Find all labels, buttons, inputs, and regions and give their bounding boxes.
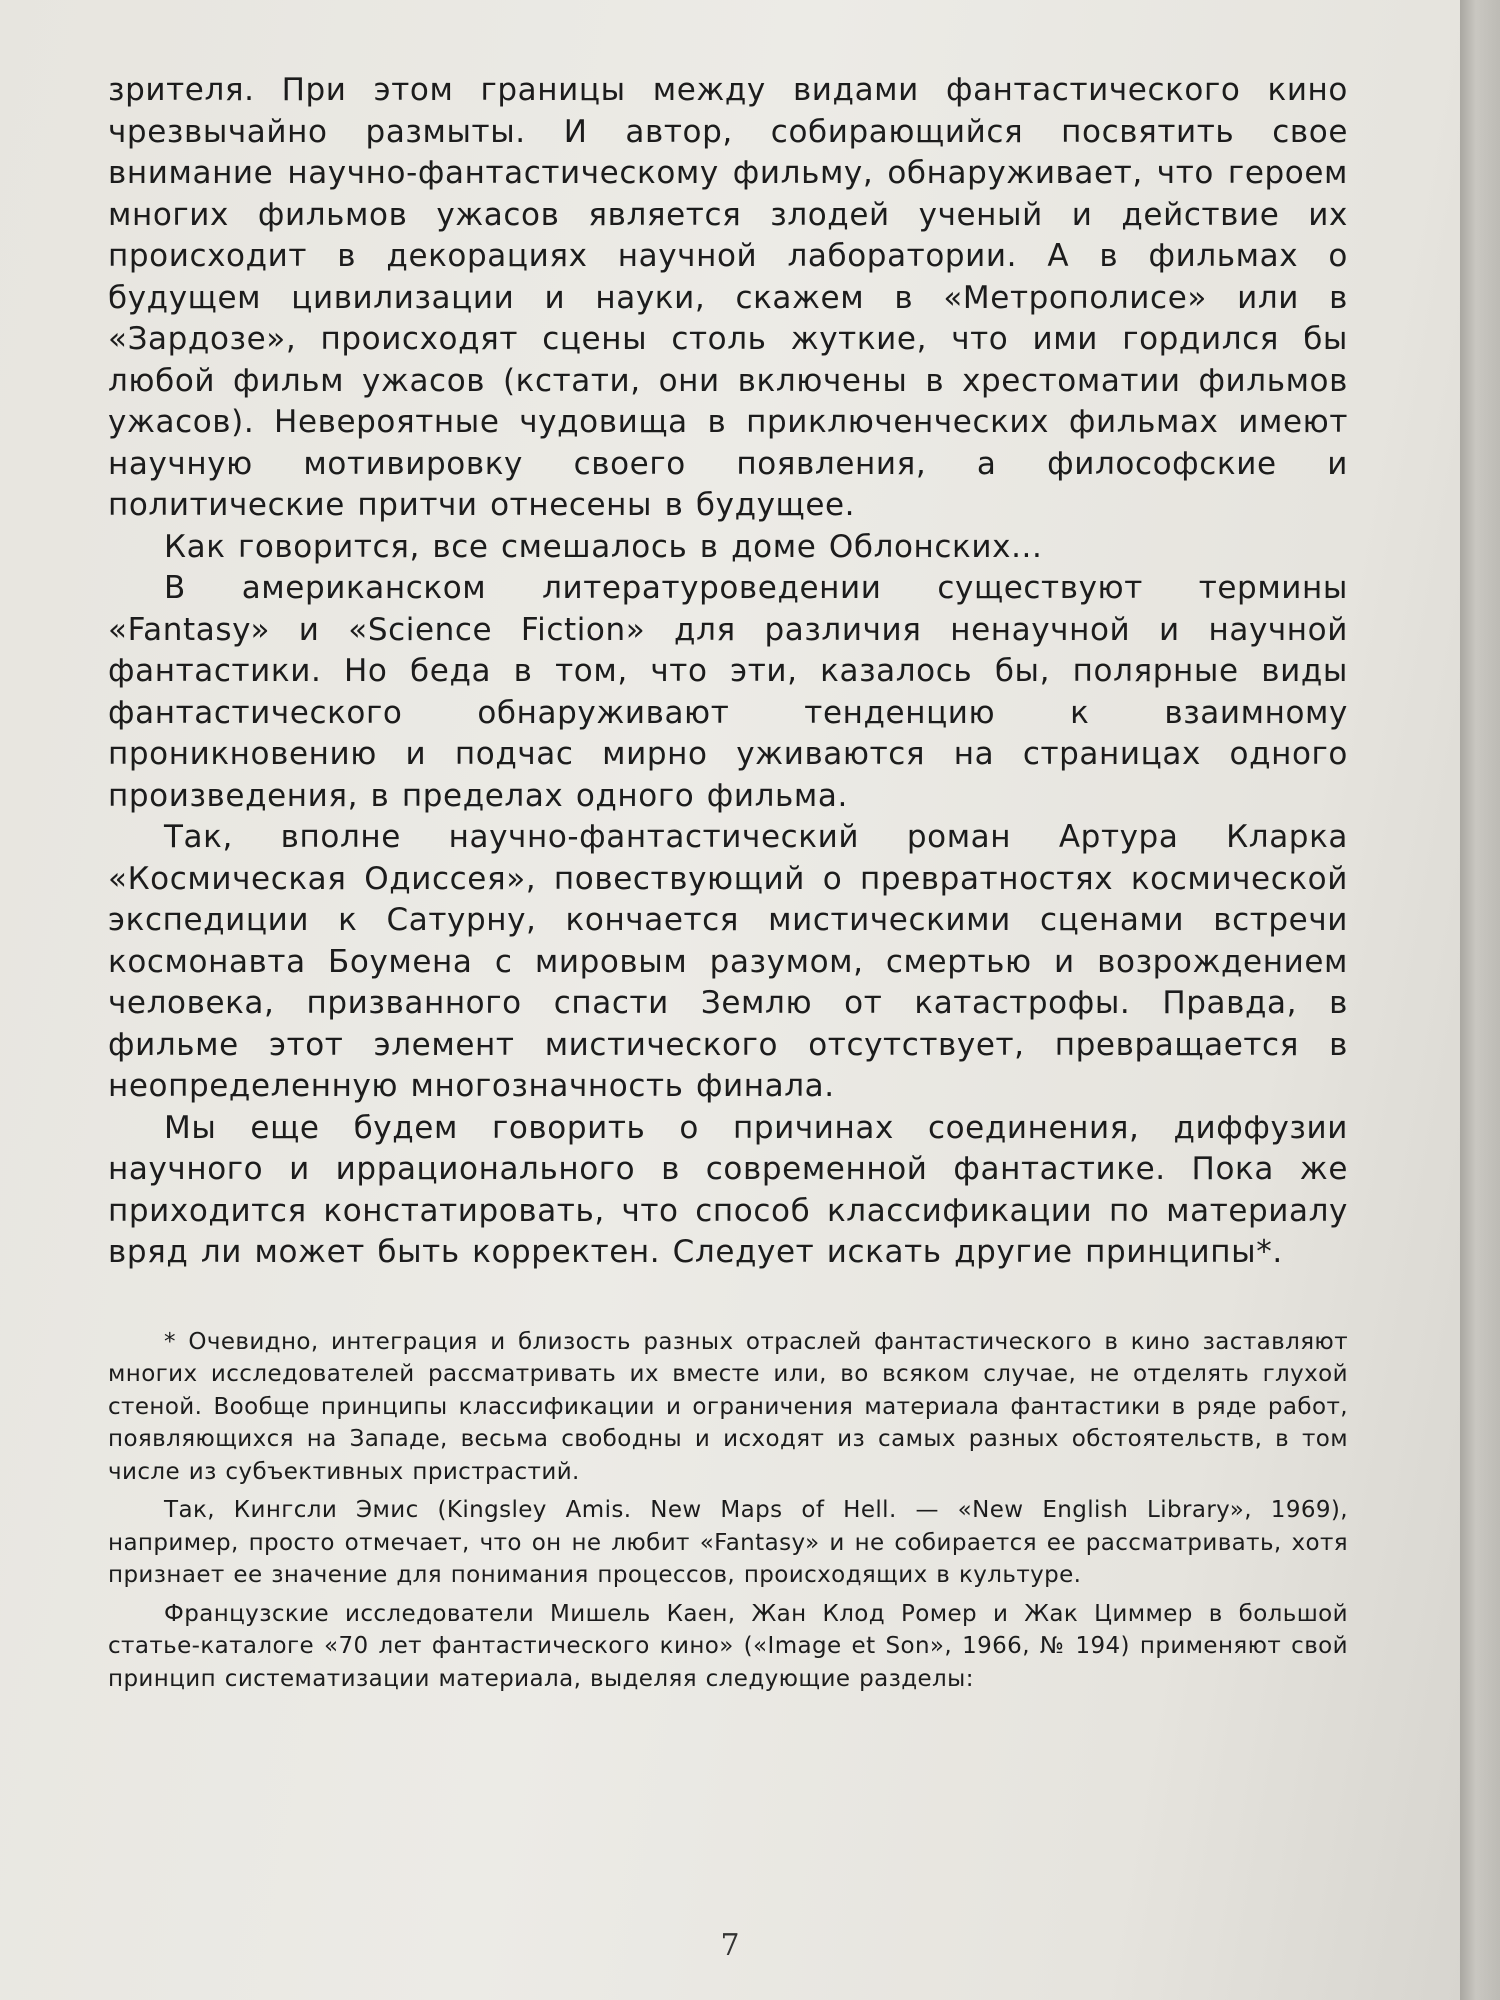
paragraph-5: Мы еще будем говорить о причинах соединения, диффузии научного и иррационального в современной фантастике. Пока же приходится констатировать, что способ классификации по материалу вряд ли может быть корректен. Следует искать другие принципы*. [108,1109,1348,1270]
footnote-3: Французские исследователи Мишель Каен, Жан Клод Ромер и Жак Циммер в большой статье-каталоге «70 лет фантастического кино» («Image et Son», 1966, № 194) применяют свой принцип систематизации материала, выделяя следующие разделы: [108,1600,1348,1692]
footnote-2: Так, Кингсли Эмис (Kingsley Amis. New Maps of Hell. — «New English Library», 1969), например, просто отмечает, что он не любит «Fantasy» и не собирается ее рассматривать, хотя признает ее значение для понимания процессов, происходящих в культуре. [108,1497,1348,1588]
paragraph-4: Так, вполне научно-фантастический роман Артура Кларка «Космическая Одиссея», повествующий о превратностях космической экспедиции к Сатурну, кончается мистическими сценами встречи космонавта Боумена с мировым разумом, смертью и возрождением человека, призванного спасти Землю от катастрофы. Правда, в фильме этот элемент мистического отсутствует, превращается в неопределенную многозначность финала. [108,819,1348,1104]
footnote-1: * Очевидно, интеграция и близость разных отраслей фантастического в кино заставляют многих исследователей рассматривать их вместе или, во всяком случае, не отделять глухой стеной. Вообще принципы классификации и ограничения материала фантастики в ряде работ, появляющихся на Западе, весьма свободны и исходят из самых разных обстоятельств, в том числе из субъективных пристрастий. [108,1328,1348,1485]
page-number: 7 [720,1928,740,1963]
paragraph-1: зрителя. При этом границы между видами фантастического кино чрезвычайно размыты. И автор, собирающийся посвятить свое внимание научно-фантастическому фильму, обнаруживает, что героем многих фильмов ужасов является злодей ученый и действие их происходит в декорациях научной лаборатории. А в фильмах о будущем цивилизации и науки, скажем в «Метрополисе» или в «Зардозе», происходят сцены столь жуткие, что ими гордился бы любой фильм ужасов (кстати, они включены в хрестоматии фильмов ужасов). Невероятные чудовища в приключенческих фильмах имеют научную мотивировку своего появления, а философские и политические притчи отнесены в будущее. [108,72,1348,523]
paragraph-2: Как говорится, все смешалось в доме Облонских... [164,528,1043,565]
page-edge [1460,0,1500,2000]
page-content [108,70,1348,1701]
main-text [108,70,1348,1274]
footnotes [108,1326,1348,1696]
paragraph-3: В американском литературоведении существуют термины «Fantasy» и «Science Fiction» для различия ненаучной и научной фантастики. Но беда в том, что эти, казалось бы, полярные виды фантастического обнаруживают тенденцию к взаимному проникновению и подчас мирно уживаются на страницах одного произведения, в пределах одного фильма. [108,570,1348,814]
